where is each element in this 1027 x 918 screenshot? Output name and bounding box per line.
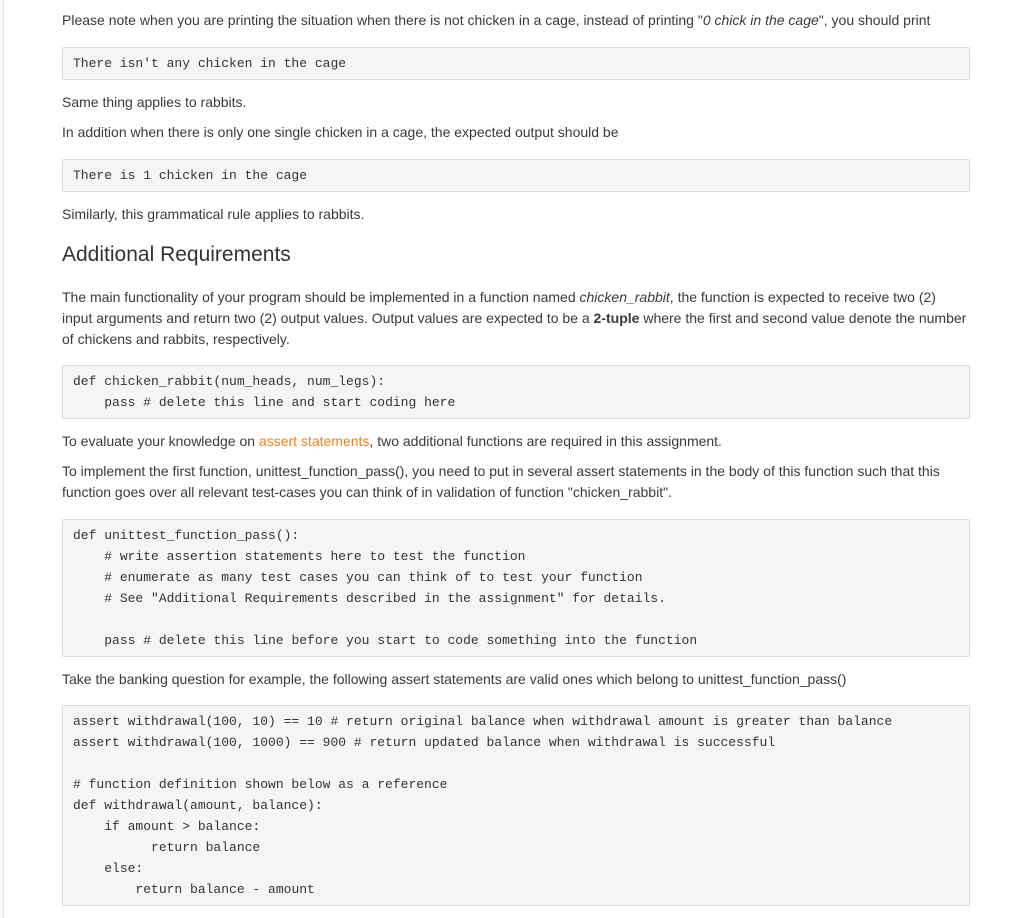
assert-intro-start: To evaluate your knowledge on bbox=[62, 433, 259, 449]
note-text-start: Please note when you are printing the situation when there is not chicken in a cage, instead of printing " bbox=[62, 12, 703, 28]
note-text-end: ", you should print bbox=[818, 12, 931, 28]
function-name-italic: chicken_rabbit bbox=[579, 289, 670, 305]
code-block-no-chicken: There isn't any chicken in the cage bbox=[62, 47, 970, 80]
banking-example-paragraph: Take the banking question for example, the following assert statements are valid ones which belong to unittest_function_pass() bbox=[62, 671, 847, 687]
code-block-chicken-rabbit: def chicken_rabbit(num_heads, num_legs): pass # delete this line and start coding here bbox=[62, 365, 970, 419]
main-text-start: The main functionality of your program should be implemented in a function named bbox=[62, 289, 580, 305]
main-text-end: where the first and second value denote the number of chickens and rabbits, respectively. bbox=[62, 310, 967, 347]
code-block-unittest: def unittest_function_pass(): # write assertion statements here to test the function # enumerate as many test cases you can think of to test your function # See "Additional Requirements described in the assignment" for details. pass # delete this line before you start to code something into the function bbox=[62, 519, 970, 657]
section-heading: Additional Requirements bbox=[62, 243, 291, 266]
note-italic-text: 0 chick in the cage bbox=[702, 12, 819, 28]
left-border bbox=[3, 0, 4, 918]
tuple-bold-text: 2-tuple bbox=[593, 310, 640, 326]
main-functionality-paragraph bbox=[62, 287, 970, 350]
grammar-rule-paragraph: Similarly, this grammatical rule applies to rabbits. bbox=[62, 206, 365, 222]
unittest-explanation-paragraph: To implement the first function, unittest_function_pass(), you need to put in several assert statements in the body of this function such that this function goes over all relevant test-cases you can think of in validation of function "chicken_rabbit". bbox=[62, 463, 940, 500]
main-text-middle: , the function is expected to receive two (2) input arguments and return two (2) output values. Output values are expected to be a bbox=[62, 289, 936, 326]
assert-statements-link[interactable]: assert statements bbox=[258, 433, 370, 449]
assert-intro-paragraph bbox=[62, 431, 722, 452]
rabbits-note-paragraph: Same thing applies to rabbits. bbox=[62, 94, 247, 110]
code-block-withdrawal: assert withdrawal(100, 10) == 10 # return original balance when withdrawal amount is greater than balance assert withdrawal(100, 1000) == 900 # return updated balance when withdrawal is successful # function definition shown below as a reference def withdrawal(amount, balance): if amount > balance: return balance else: return balance - amount bbox=[62, 705, 970, 906]
note-paragraph bbox=[62, 10, 930, 31]
code-block-one-chicken: There is 1 chicken in the cage bbox=[62, 159, 970, 192]
single-chicken-paragraph: In addition when there is only one single chicken in a cage, the expected output should be bbox=[62, 124, 619, 140]
assert-intro-end: , two additional functions are required in this assignment. bbox=[369, 433, 722, 449]
